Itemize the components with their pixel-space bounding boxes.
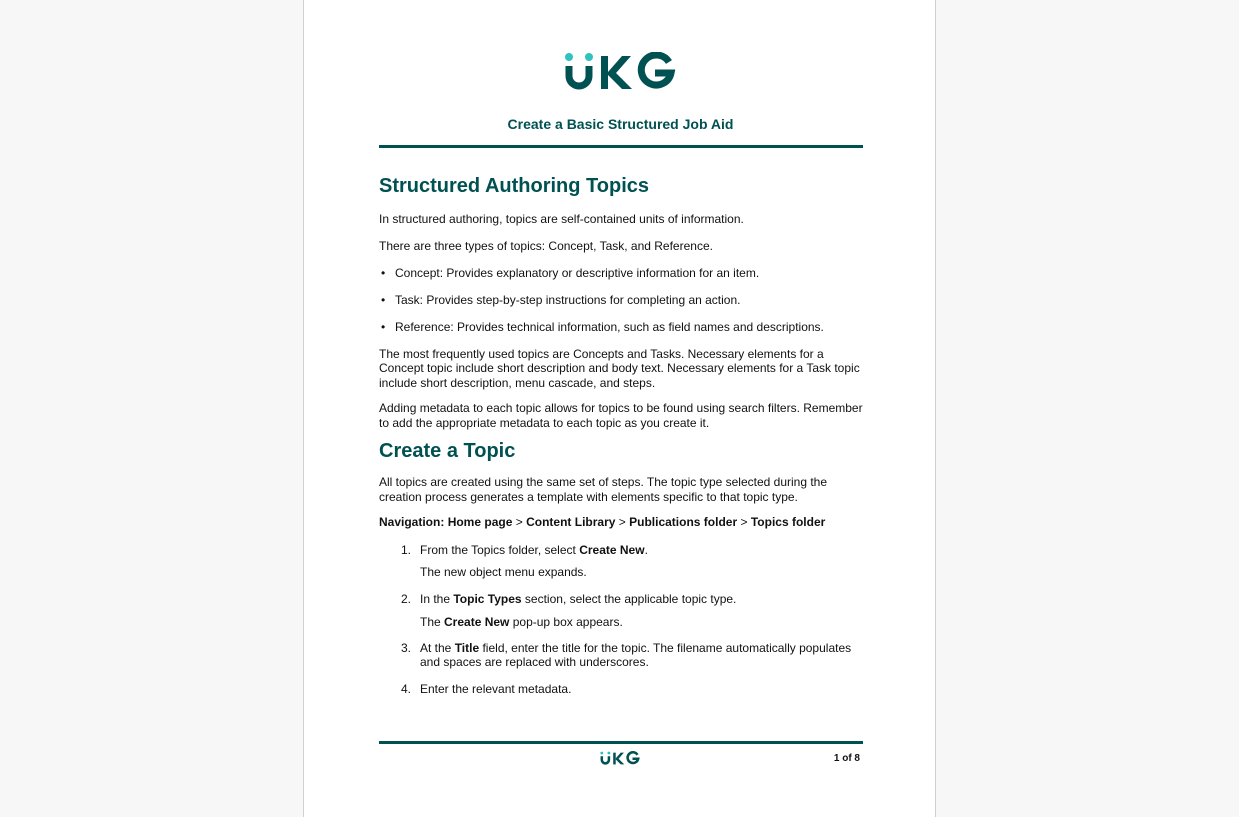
- step-text: Enter the relevant metadata.: [420, 681, 572, 696]
- step-text-part: .: [644, 542, 648, 557]
- logo-smile-eye-left: [565, 53, 573, 61]
- step-number: 1.: [401, 542, 412, 557]
- logo-letter-k-stem: [613, 753, 616, 765]
- step-number: 2.: [401, 591, 412, 606]
- step-text-part: section, select the applicable topic type.: [521, 591, 737, 606]
- logo-letter-g: [627, 752, 638, 763]
- logo-smile-eye-left: [600, 752, 603, 755]
- step-number: 3.: [401, 640, 412, 655]
- paragraph: In structured authoring, topics are self-contained units of information.: [379, 212, 744, 226]
- step-text-part: In the: [420, 591, 454, 606]
- header-logo-wrap: [304, 52, 935, 95]
- step-item: [379, 592, 863, 630]
- page-number: 1 of 8: [833, 753, 860, 764]
- navigation-label: Navigation:: [379, 515, 445, 529]
- section-heading-create-topic: Create a Topic: [379, 440, 516, 462]
- step-text: [420, 543, 863, 558]
- section-heading-structured-authoring: Structured Authoring Topics: [379, 175, 649, 197]
- step-text: [420, 592, 863, 607]
- bullet-text: Reference: Provides technical information, such as field names and descriptions.: [395, 320, 824, 334]
- step-number: 4.: [401, 681, 412, 696]
- bullet-marker: •: [381, 293, 386, 307]
- navigation-step: Publications folder: [629, 515, 738, 529]
- paragraph: There are three types of topics: Concept, Task, and Reference.: [379, 239, 713, 253]
- navigation-path: [379, 515, 863, 530]
- bullet-marker: •: [381, 320, 386, 334]
- logo-letter-k-stem: [601, 56, 608, 89]
- step-text-part: From the Topics folder, select: [420, 542, 580, 557]
- header-rule: [379, 145, 863, 148]
- logo-smile-eye-right: [607, 752, 610, 755]
- ukg-logo: [564, 52, 676, 90]
- navigation-step: Home page: [447, 515, 513, 529]
- paragraph: The most frequently used topics are Concepts and Tasks. Necessary elements for a Concept topic include short description and body text. Necessary elements for a Task topic include short description, menu cascade, and steps.: [379, 346, 860, 390]
- step-text-part: At the: [420, 640, 455, 655]
- step-text: [420, 641, 863, 670]
- logo-letter-g: [641, 55, 671, 85]
- step-text-part: The: [420, 615, 445, 629]
- logo-letter-u: [569, 66, 589, 86]
- paragraph: All topics are created using the same set of steps. The topic type selected during the creation process generates a template with elements specific to that topic type.: [379, 475, 828, 504]
- logo-letter-k-arms: [608, 56, 632, 89]
- document-body: [379, 174, 863, 696]
- step-text-part: pop-up box appears.: [509, 615, 623, 629]
- document-title: Create a Basic Structured Job Aid: [507, 116, 734, 132]
- navigation-separator: >: [618, 515, 626, 529]
- bullet-text: Task: Provides step-by-step instructions for completing an action.: [395, 293, 741, 307]
- logo-letter-k-arms: [615, 753, 624, 765]
- bullet-marker: •: [381, 266, 386, 280]
- logo-letter-u: [601, 756, 608, 763]
- navigation-step: Topics folder: [750, 515, 826, 529]
- document-page: [303, 0, 936, 817]
- ukg-footer-logo: [600, 751, 640, 765]
- footer-rule: [379, 741, 863, 744]
- navigation-separator: >: [515, 515, 523, 529]
- logo-smile-eye-right: [585, 53, 593, 61]
- ui-term: Create New: [444, 615, 510, 629]
- bullet-text: Concept: Provides explanatory or descriptive information for an item.: [395, 266, 760, 280]
- ui-term: Title: [454, 640, 480, 655]
- bullet-item: [379, 293, 863, 308]
- step-result: The new object menu expands.: [420, 565, 587, 579]
- bullet-item: [379, 266, 863, 281]
- navigation-separator: >: [740, 515, 748, 529]
- ui-term: Create New: [579, 542, 645, 557]
- step-result: [420, 615, 863, 630]
- paragraph: Adding metadata to each topic allows for topics to be found using search filters. Remember to add the appropriate metadata to each topic as you create it.: [379, 401, 863, 430]
- step-item: [379, 682, 863, 697]
- step-item: [379, 641, 863, 670]
- step-item: [379, 543, 863, 580]
- navigation-step: Content Library: [526, 515, 616, 529]
- ui-term: Topic Types: [453, 591, 522, 606]
- step-text-part: field, enter the title for the topic. The filename automatically populates and spaces are replaced with underscores.: [420, 640, 852, 669]
- bullet-item: [379, 320, 863, 335]
